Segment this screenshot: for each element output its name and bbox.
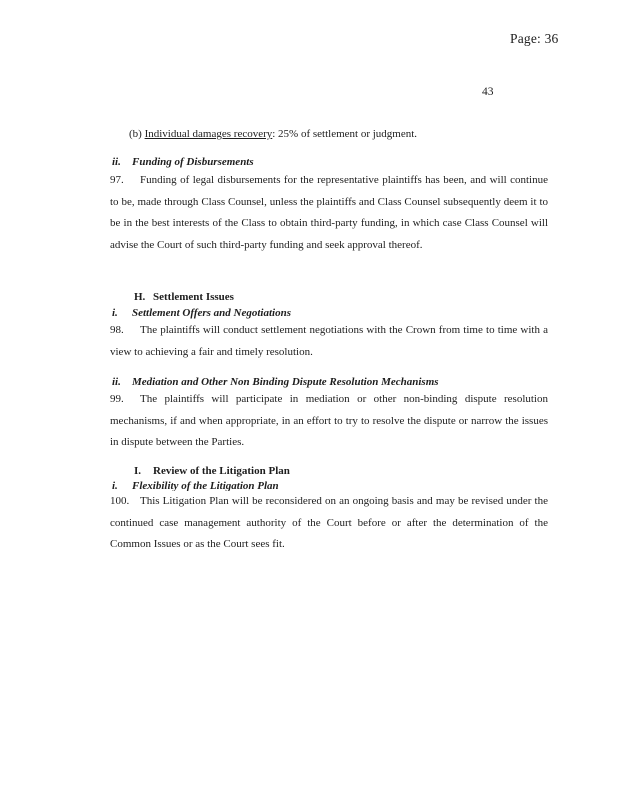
heading-number: H. xyxy=(134,291,146,303)
paragraph-100 xyxy=(110,491,548,556)
heading-settlement-issues xyxy=(134,290,234,304)
heading-number: i. xyxy=(112,307,118,319)
paragraph-number: 100. xyxy=(110,495,130,507)
heading-title: Funding of Disbursements xyxy=(132,156,254,168)
heading-title: Settlement Issues xyxy=(153,291,234,303)
heading-title: Flexibility of the Litigation Plan xyxy=(132,480,279,491)
heading-number: i. xyxy=(112,480,118,491)
heading-settlement-offers xyxy=(112,306,291,320)
paragraph-text: The plaintiffs will conduct settlement negotiations with the Crown from time to time with a view to achieving a fair and timely resolution. xyxy=(110,324,548,358)
clause-b-underlined-text: Individual damages recovery xyxy=(144,128,273,140)
heading-title: Review of the Litigation Plan xyxy=(153,465,290,477)
paragraph-text: The plaintiffs will participate in mediation or other non-binding dispute resolution mechanisms, if and when appropriate, in an effort to try to resolve the dispute or narrow the issues in dispute between the Parties. xyxy=(110,393,548,448)
paragraph-text: Funding of legal disbursements for the representative plaintiffs has been, and will continue to be, made through Class Counsel, unless the plaintiffs and Class Counsel subsequently deem it to be in the best interests of the Class to obtain third-party funding, in which case Class Counsel will advise the Court of such third-party funding and seek approval thereof. xyxy=(110,174,548,251)
heading-flexibility-litigation-plan xyxy=(112,479,279,491)
heading-number: ii. xyxy=(112,376,121,388)
paragraph-text: This Litigation Plan will be reconsidered on an ongoing basis and may be revised under the continued case management authority of the Court before or after the determination of the Common Issues or as the Court sees fit. xyxy=(110,495,548,550)
paragraph-number: 99. xyxy=(110,393,124,405)
clause-b-prefix: (b) xyxy=(129,128,145,140)
clause-b xyxy=(129,127,417,141)
heading-title: Mediation and Other Non Binding Dispute Resolution Mechanisms xyxy=(132,376,439,388)
heading-number: I. xyxy=(134,465,142,477)
paragraph-number: 98. xyxy=(110,324,124,336)
heading-title: Settlement Offers and Negotiations xyxy=(132,307,291,319)
heading-funding-of-disbursements xyxy=(112,155,254,169)
paragraph-99 xyxy=(110,389,548,454)
page-indicator: Page: 36 xyxy=(510,31,559,46)
paragraph-97 xyxy=(110,170,548,256)
paragraph-number: 97. xyxy=(110,174,124,186)
paragraph-98 xyxy=(110,320,548,363)
clause-b-suffix: : 25% of settlement or judgment. xyxy=(272,128,418,140)
heading-review-litigation-plan xyxy=(134,464,290,478)
folio-number: 43 xyxy=(482,86,494,98)
heading-mediation xyxy=(112,375,439,389)
heading-number: ii. xyxy=(112,156,121,168)
